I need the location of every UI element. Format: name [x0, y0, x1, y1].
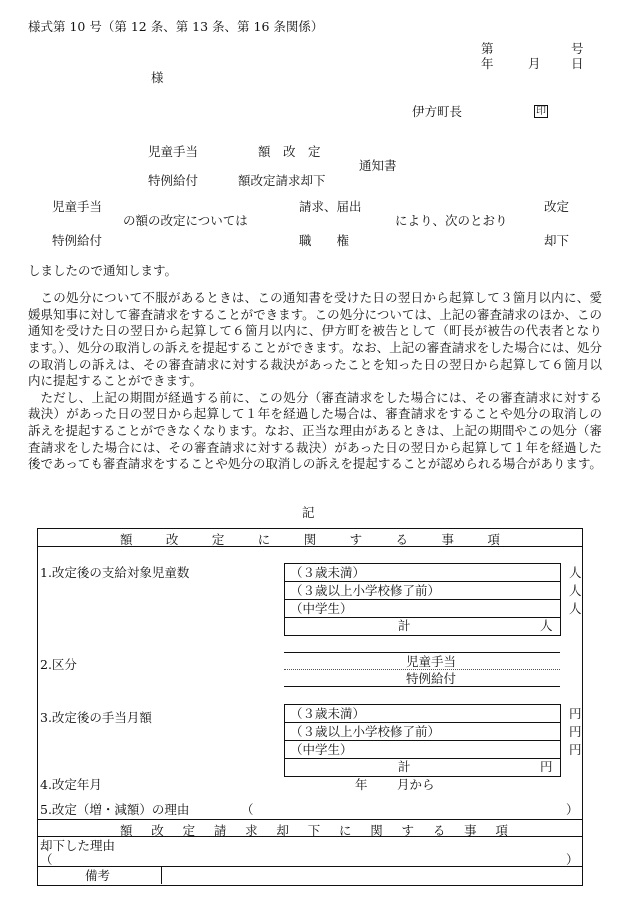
label-category: 2.区分	[40, 657, 77, 672]
title-revision-rejection: 額改定請求却下	[238, 173, 326, 188]
header-char: 事	[441, 532, 454, 547]
addressee-sama: 様	[151, 70, 164, 85]
header-char: 改	[151, 823, 164, 838]
amount-preschool-label: （３歳以上小学校修了前）	[290, 724, 441, 739]
header-char: す	[401, 823, 415, 838]
intro-option-special-benefit: 特例給付	[52, 233, 103, 248]
title-amount-revision: 額 改 定	[258, 144, 321, 159]
table-header-revision	[120, 530, 500, 548]
header-char: す	[349, 532, 363, 547]
header-char: 定	[182, 823, 196, 838]
rejection-paren-close: ）	[566, 852, 579, 867]
seal-mark: 印	[536, 106, 546, 117]
header-char: 却	[276, 823, 289, 838]
appeal-paragraph-1: この処分について不服があるときは、この通知書を受けた日の翌日から起算して３箇月以内に、愛媛県知事に対して審査請求をすることができます。この処分については、上記の審査請求のほか、この通知を受けた日の翌日から起算して６箇月以内に、伊方町を被告として（町長が被告の代表者となります。）、処分の取消しの訴えを提起することができます。なお、上記の審査請求をした場合には、処分の取消しの訴えは、その審査請求に対する裁決があったことを知った日の翌日から起算して６箇月以内に提起することができます。	[28, 290, 602, 389]
appeal-paragraph-2: ただし、上記の期間が経過する前に、この処分（審査請求をした場合には、その審査請求に対する裁決）があった日の翌日から起算して１年を経過した場合は、審査請求をすることや処分の取消しの訴えを提起することができなくなります。なお、正当な理由があるときは、上記の期間やこの処分（審査請求をした場合には、その審査請求に対する裁決）があった日の翌日から起算して１年を経過した後であっても審査請求をすることや処分の取消しの訴えを提起することが認められる場合があります。	[28, 389, 603, 472]
header-char: 定	[211, 532, 225, 547]
issuer-name: 伊方町長	[412, 104, 463, 119]
amount-under3-unit: 円	[569, 706, 582, 721]
header-char: る	[432, 823, 446, 838]
header-char: 額	[120, 823, 133, 838]
document-number-dai: 第	[481, 41, 494, 56]
title-special-benefit: 特例給付	[148, 173, 199, 188]
reason-paren-close: ）	[566, 802, 579, 817]
intro-option-authority: 職 権	[299, 233, 350, 248]
label-remarks: 備考	[85, 868, 111, 883]
children-middle-label: （中学生）	[290, 601, 353, 616]
header-char: に	[338, 823, 352, 838]
header-char: 事	[464, 823, 477, 838]
children-under3-unit: 人	[569, 565, 582, 580]
amount-middle-label: （中学生）	[290, 742, 353, 757]
category-child-allowance: 児童手当	[406, 654, 457, 669]
label-rejection-reason: 却下した理由	[40, 838, 116, 853]
title-child-allowance: 児童手当	[148, 144, 199, 159]
header-char: 下	[307, 823, 321, 838]
intro-text-following: により、次のとおり	[395, 213, 508, 228]
children-total-label: 計	[398, 618, 411, 633]
title-notice: 通知書	[359, 158, 397, 173]
header-char: 関	[303, 532, 317, 547]
header-char: 求	[245, 823, 258, 838]
children-middle-unit: 人	[569, 601, 582, 616]
date-month: 月	[528, 56, 541, 71]
header-char: 項	[495, 823, 508, 838]
intro-text-revision: の額の改定については	[123, 213, 248, 228]
children-total-unit: 人	[540, 618, 553, 633]
header-char: 関	[370, 823, 383, 838]
rejection-paren-open: （	[40, 852, 53, 867]
header-char: 改	[165, 532, 179, 547]
amount-preschool-unit: 円	[569, 724, 582, 739]
form-number-label: 様式第 10 号（第 12 条、第 13 条、第 16 条関係）	[28, 19, 324, 34]
amount-total-unit: 円	[540, 759, 553, 774]
label-revision-date: 4.改定年月	[40, 777, 102, 792]
header-char: 請	[213, 823, 227, 838]
date-year: 年	[481, 56, 494, 71]
header-char: 額	[120, 532, 133, 547]
children-preschool-label: （３歳以上小学校修了前）	[290, 583, 441, 598]
header-char: 項	[487, 532, 500, 547]
label-revision-reason: 5.改定（増・減額）の理由	[40, 802, 190, 817]
label-eligible-children: 1.改定後の支給対象児童数	[40, 565, 190, 580]
intro-option-rejected: 却下	[544, 233, 570, 248]
header-char: る	[395, 532, 409, 547]
amount-under3-label: （３歳未満）	[290, 706, 366, 721]
revision-month: 月から	[397, 777, 435, 792]
category-special-benefit: 特例給付	[406, 671, 457, 686]
children-under3-label: （３歳未満）	[290, 565, 366, 580]
document-number-go: 号	[571, 41, 584, 56]
reason-paren-open: （	[241, 802, 254, 817]
date-day: 日	[571, 56, 584, 71]
amount-middle-unit: 円	[569, 742, 582, 757]
appeal-notice	[28, 290, 602, 473]
intro-ending: しましたので通知します。	[28, 263, 178, 278]
intro-option-child-allowance: 児童手当	[52, 199, 103, 214]
revision-year: 年	[355, 777, 368, 792]
label-monthly-amount: 3.改定後の手当月額	[40, 710, 152, 725]
children-preschool-unit: 人	[569, 583, 582, 598]
amount-total-label: 計	[398, 759, 411, 774]
ki-marker: 記	[302, 505, 315, 520]
intro-option-request: 請求、届出	[299, 199, 362, 214]
header-char: に	[257, 532, 271, 547]
intro-option-revised: 改定	[544, 199, 570, 214]
